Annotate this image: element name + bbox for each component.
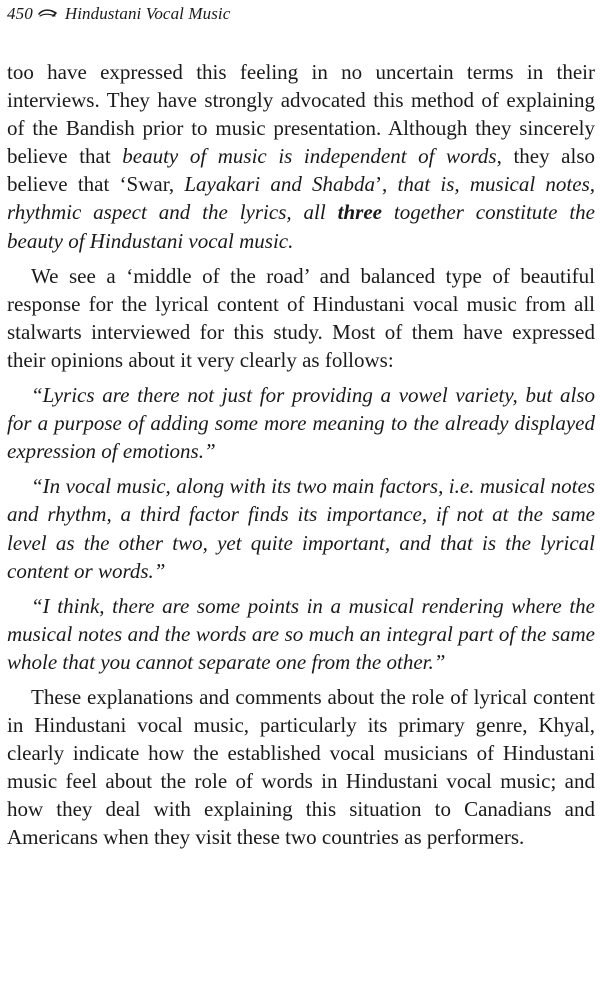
p1-emphasis-musical-notes: that is, musical notes, rhythmic aspect and the lyrics, all: [7, 172, 595, 225]
p1-emphasis-beauty: beauty of music is independent of words: [122, 144, 497, 169]
paragraph-1: [7, 58, 595, 255]
running-header: [7, 4, 230, 24]
paragraph-2: We see a ‘middle of the road’ and balanced type of beautiful response for the lyrical content of Hindustani vocal music from all stalwarts interviewed for this study. Most of them have expressed their opinions about it very clearly as follows:: [7, 263, 595, 372]
p1-emphasis-layakari: Layakari and Shabda: [184, 172, 376, 197]
p1-text-a: too have expressed this feeling in no uncertain terms in their interviews. They have strongly advocated this method of explaining of the Bandish prior to music presentation. Although they sincerely believe that: [7, 60, 595, 169]
quote-3: “I think, there are some points in a musical rendering where the musical notes and the words are so much an integral part of the same whole that you cannot separate one from the other.”: [7, 593, 595, 674]
page-body: [7, 58, 595, 852]
quote-2: “In vocal music, along with its two main factors, i.e. musical notes and rhythm, a third factor finds its importance, if not at the same level as the other two, yet quite important, and that is the lyrical content or words.”: [7, 474, 595, 583]
p1-bold-three: three: [337, 200, 382, 225]
p1-text-c: , they also believe that ‘Swar,: [7, 144, 595, 197]
p1-emphasis-together: together constitute the beauty of Hindustani vocal music.: [7, 200, 595, 253]
quote-1: “Lyrics are there not just for providing a vowel variety, but also for a purpose of adding some more meaning to the already displayed expression of emotions.”: [7, 383, 595, 464]
page-number: 450: [7, 4, 33, 23]
paragraph-3: These explanations and comments about the role of lyrical content in Hindustani vocal music, particularly its primary genre, Khyal, clearly indicate how the established vocal musicians of Hindustani music feel about the role of words in Hindustani vocal music; and how they deal with explaining this situation to Canadians and Americans when they visit these two countries as performers.: [7, 684, 595, 850]
p1-text-e: ’,: [375, 172, 398, 197]
running-title: Hindustani Vocal Music: [64, 4, 231, 23]
ornament-icon: [37, 8, 59, 20]
